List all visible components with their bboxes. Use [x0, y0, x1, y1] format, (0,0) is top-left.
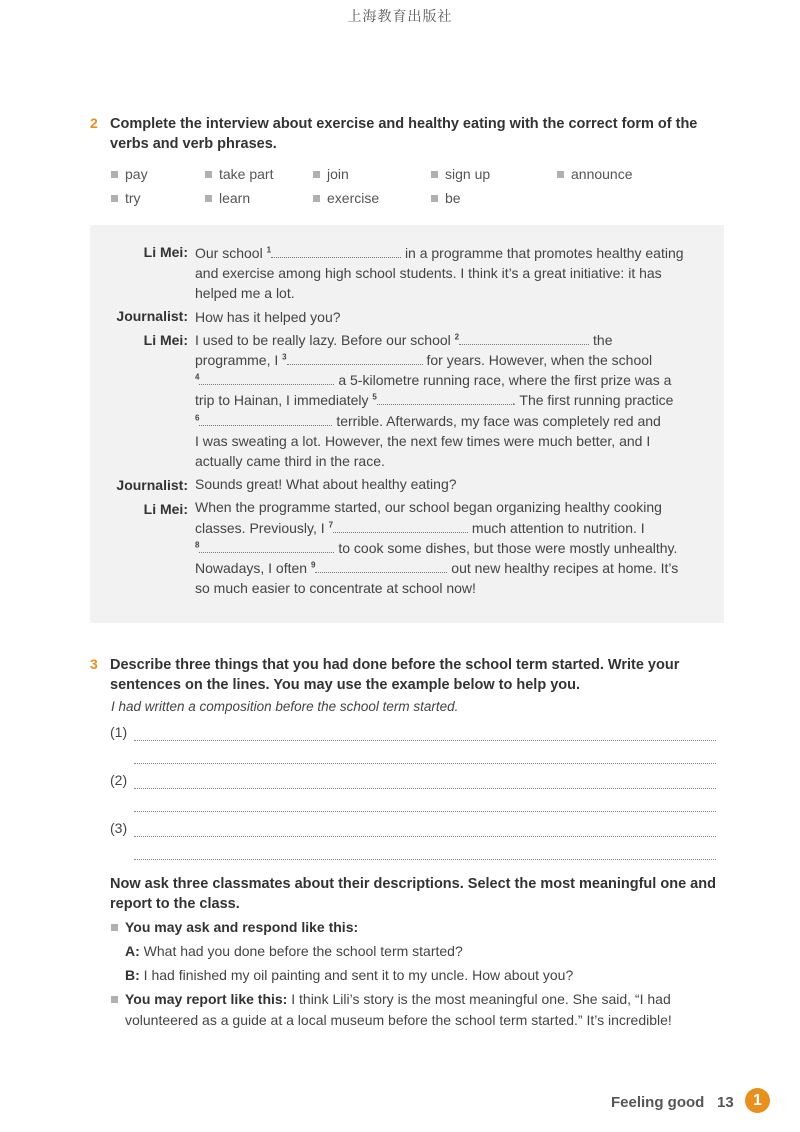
writing-line[interactable] [134, 762, 716, 764]
blank-number: 6 [195, 412, 200, 422]
instruction-line: sentences on the lines. You may use the example below to help you. [110, 677, 581, 693]
text-line: and exercise among high school students. I think it’s a great initiative: it has [195, 265, 662, 282]
word-item [111, 190, 141, 206]
blank-number: 3 [282, 352, 287, 362]
unit-number-badge: 1 [745, 1088, 770, 1113]
word-item [111, 166, 148, 182]
speaker-journalist: Journalist: [116, 308, 188, 324]
blank-number: 2 [454, 332, 460, 342]
text-line [195, 411, 684, 431]
word-item [313, 166, 349, 182]
text-line: helped me a lot. [195, 285, 295, 302]
blank-number: 8 [195, 540, 200, 550]
speaker-li-mei: Li Mei: [143, 332, 188, 348]
question-2-instruction [110, 114, 697, 154]
speaker-li-mei: Li Mei: [143, 501, 188, 517]
answer-blank-1[interactable] [271, 245, 401, 258]
bullet-square-icon [111, 171, 118, 178]
publisher-header: 上海教育出版社 [347, 9, 453, 25]
follow-up-instruction [110, 874, 716, 914]
word-label: take part [219, 166, 274, 182]
speaker-journalist: Journalist: [116, 477, 188, 493]
example-sentence: I had written a composition before the school term started. [111, 699, 459, 714]
answer-blank-5[interactable] [377, 392, 512, 405]
word-label: exercise [327, 190, 380, 206]
word-item [205, 190, 250, 206]
text: I used to be really lazy. Before our school [195, 331, 451, 348]
speaker-a: A: [125, 943, 140, 959]
answer-blank-6[interactable] [199, 413, 332, 426]
blank-number: 4 [195, 372, 200, 382]
report-text-line2: volunteered as a guide at a local museum before the school term started.” It’s incredible! [125, 1012, 672, 1028]
instruction-line: verbs and verb phrases. [110, 136, 277, 152]
answer-blank-9[interactable] [315, 560, 447, 573]
text: Nowadays, I often [195, 560, 308, 577]
question-number: 3 [90, 656, 98, 672]
bullet-square-icon [205, 171, 212, 178]
text-line: Sounds great! What about healthy eating? [195, 476, 457, 493]
text: much attention to nutrition. I [471, 519, 645, 536]
text: . The first running practice [511, 392, 674, 409]
answer-label-1: (1) [110, 724, 128, 740]
answer-blank-3[interactable] [287, 352, 423, 365]
text: a 5-kilometre running race, where the first prize was a [338, 372, 672, 389]
text-line [195, 350, 684, 370]
text: for years. However, when the school [426, 352, 653, 369]
text-line [195, 518, 684, 538]
text-line: actually came third in the race. [195, 453, 385, 470]
answer-blank-7[interactable] [333, 520, 468, 533]
bullet-square-icon [431, 171, 438, 178]
text-line [195, 538, 684, 558]
text-line: When the programme started, our school began organizing healthy cooking [195, 499, 662, 516]
answer-label-2: (2) [110, 772, 128, 788]
text: trip to Hainan, I immediately [195, 392, 369, 409]
text-line: so much easier to concentrate at school now! [195, 580, 476, 597]
writing-line[interactable] [134, 858, 716, 860]
word-label: be [445, 190, 461, 206]
bullet-square-icon [313, 195, 320, 202]
answer-blank-2[interactable] [459, 332, 589, 345]
text: terrible. Afterwards, my face was completely red and [336, 412, 661, 429]
answer-blank-8[interactable] [199, 540, 334, 553]
bullet-square-icon [313, 171, 320, 178]
text-line [195, 243, 684, 263]
text: programme, I [195, 352, 279, 369]
question-number: 2 [90, 115, 98, 131]
answer-label-3: (3) [110, 820, 128, 836]
instruction-line: Now ask three classmates about their descriptions. Select the most meaningful one and [110, 876, 716, 892]
text: classes. Previously, I [195, 519, 325, 536]
text-line: I was sweating a lot. However, the next few times were much better, and I [195, 432, 651, 449]
answer-blank-4[interactable] [199, 372, 334, 385]
word-item [205, 166, 273, 182]
ask-section [111, 919, 358, 935]
report-section [111, 991, 671, 1007]
bullet-square-icon [111, 924, 118, 931]
interview-text [195, 243, 684, 598]
report-text: I think Lili’s story is the most meaningful one. She said, “I had [291, 991, 671, 1007]
blank-number: 9 [310, 560, 316, 570]
bullet-square-icon [205, 195, 212, 202]
bullet-square-icon [557, 171, 564, 178]
word-label: join [327, 166, 349, 182]
word-label: sign up [445, 166, 491, 182]
text-line [195, 390, 684, 410]
word-label: pay [125, 166, 148, 182]
word-item [431, 166, 490, 182]
writing-line[interactable] [134, 787, 716, 789]
bullet-square-icon [111, 996, 118, 1003]
text: Our school [195, 245, 263, 261]
dialogue-b [125, 967, 573, 983]
instruction-line: report to the class. [110, 896, 240, 912]
word-label: try [125, 190, 141, 206]
text: the [593, 331, 613, 348]
speaker-li-mei: Li Mei: [143, 244, 188, 260]
blank-number: 7 [328, 519, 334, 529]
word-item [557, 166, 633, 182]
ask-title: You may ask and respond like this: [125, 919, 359, 935]
bullet-square-icon [111, 195, 118, 202]
dialogue-a [125, 943, 463, 959]
text-line: How has it helped you? [195, 308, 341, 325]
instruction-line: Complete the interview about exercise and healthy eating with the correct form of the [110, 116, 698, 132]
question-3-instruction [110, 655, 679, 695]
page-number: 13 [717, 1094, 734, 1111]
bullet-square-icon [431, 195, 438, 202]
writing-line[interactable] [134, 810, 716, 812]
speaker-b: B: [125, 967, 140, 983]
text-line [195, 370, 684, 390]
text-line [195, 558, 684, 578]
blank-number: 5 [372, 392, 377, 402]
text: to cook some dishes, but those were mostly unhealthy. [338, 539, 678, 556]
blank-number: 1 [266, 245, 272, 255]
word-item [313, 190, 379, 206]
text-line [195, 330, 684, 350]
unit-title: Feeling good [611, 1094, 705, 1111]
text: in a programme that promotes healthy eating [404, 245, 684, 261]
instruction-line: Describe three things that you had done before the school term started. Write your [110, 657, 680, 673]
writing-line[interactable] [134, 835, 716, 837]
dialogue-text: I had finished my oil painting and sent it to my uncle. How about you? [143, 967, 574, 983]
writing-line[interactable] [134, 739, 716, 741]
dialogue-text: What had you done before the school term started? [143, 943, 463, 959]
text: out new healthy recipes at home. It’s [451, 560, 679, 577]
word-label: learn [219, 190, 251, 206]
word-item [431, 190, 461, 206]
report-title: You may report like this: [125, 991, 288, 1007]
word-label: announce [571, 166, 633, 182]
